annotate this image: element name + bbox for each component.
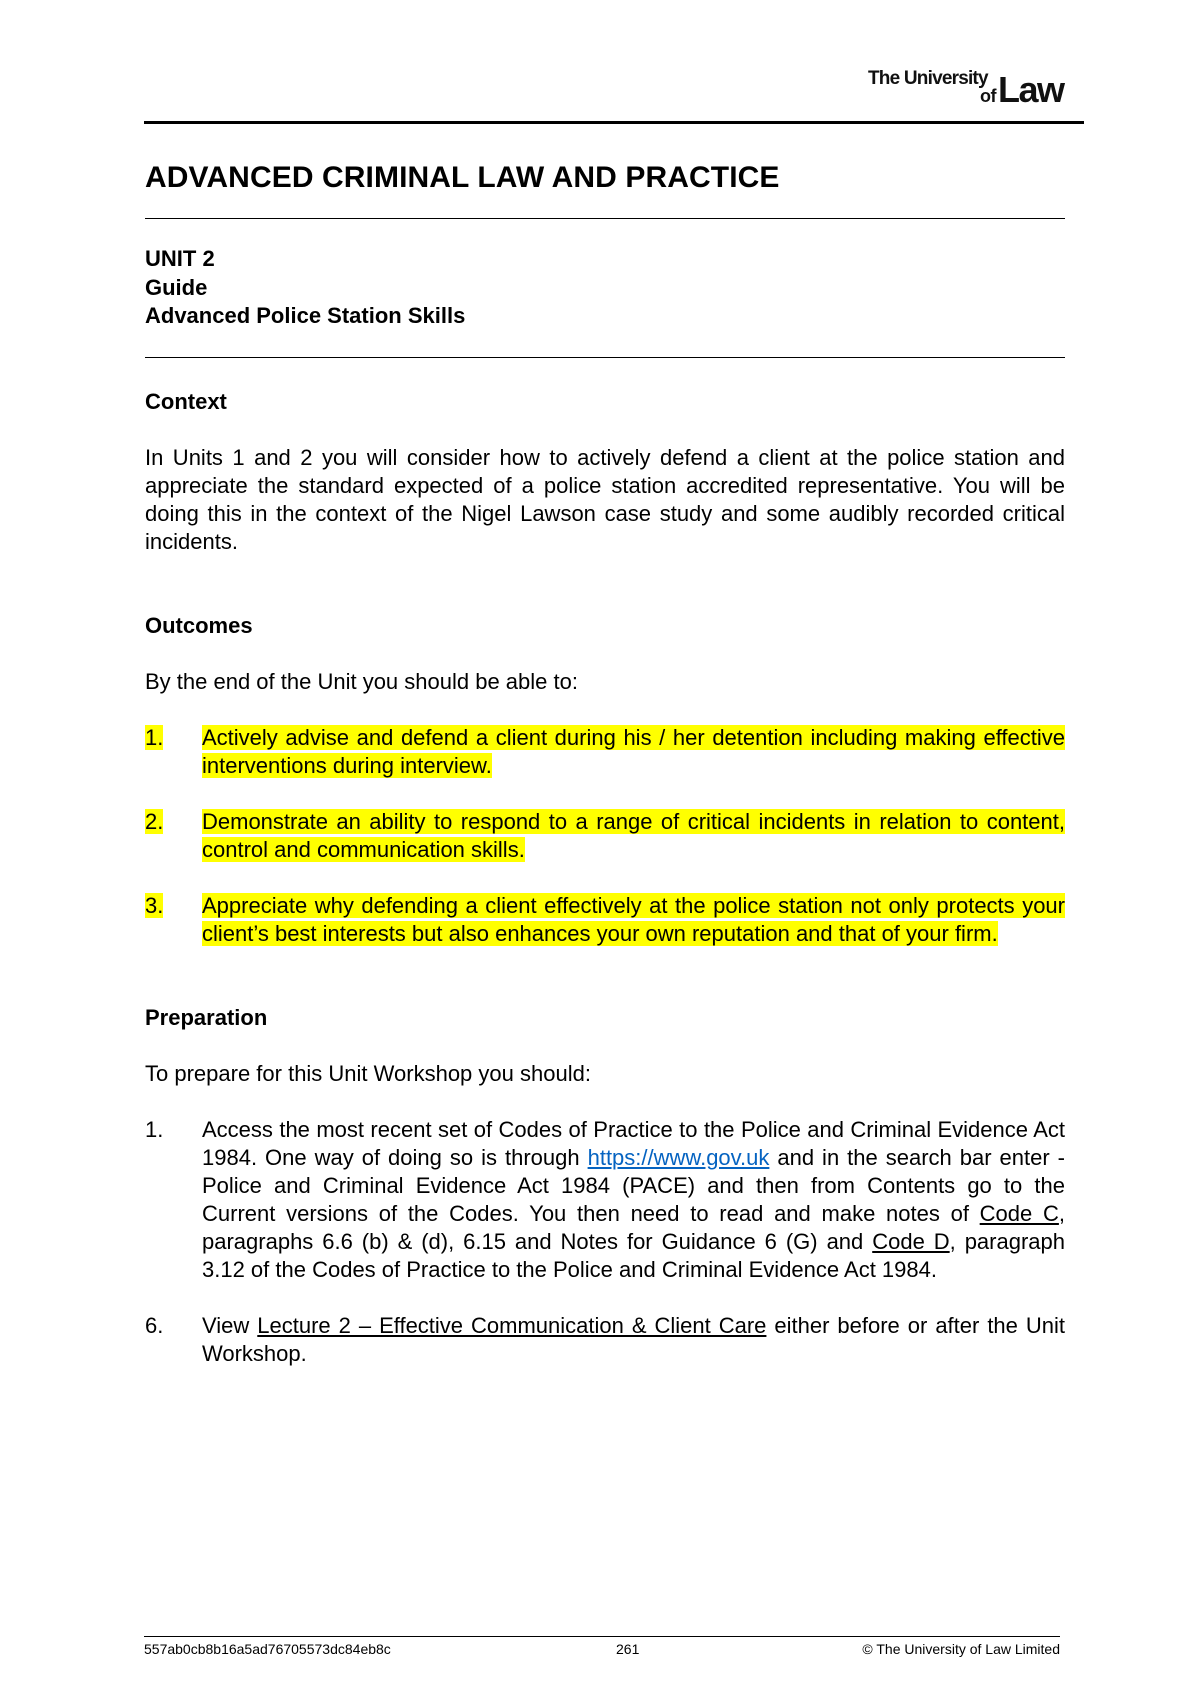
- logo-line-3: Law: [998, 69, 1064, 110]
- preparation-list: [145, 1116, 1065, 1368]
- outcomes-heading: Outcomes: [145, 612, 253, 638]
- unit-type: Guide: [145, 274, 208, 300]
- preparation-intro: To prepare for this Unit Workshop you should:: [145, 1060, 591, 1086]
- document-title: ADVANCED CRIMINAL LAW AND PRACTICE: [145, 161, 780, 194]
- list-item-number: 3.: [145, 892, 164, 918]
- context-body: In Units 1 and 2 you will consider how to actively defend a client at the police station and appreciate the standard expected of a police station accredited representative. You will be doing this in the context of the Nigel Lawson case study and some audibly recorded critical incidents.: [145, 444, 1065, 554]
- gov-uk-link[interactable]: https://www.gov.uk: [587, 1144, 770, 1170]
- context-section: [145, 388, 1065, 556]
- copyright-notice: © The University of Law Limited: [862, 1641, 1060, 1657]
- lecture-2-link[interactable]: Lecture 2 – Effective Communication & Client Care: [257, 1312, 767, 1338]
- code-c-link[interactable]: Code C: [979, 1200, 1059, 1226]
- unit-rule: [145, 357, 1065, 358]
- document-body: [145, 150, 1065, 1396]
- list-item: [145, 724, 1065, 780]
- logo-line-1: The University: [868, 68, 988, 89]
- outcomes-intro: By the end of the Unit you should be able to:: [145, 668, 578, 694]
- code-d-link[interactable]: Code D: [872, 1228, 950, 1254]
- footer-rule: [144, 1636, 1060, 1637]
- outcomes-section: [145, 612, 1065, 948]
- list-item-number: 1.: [145, 1116, 164, 1142]
- list-item: [145, 808, 1065, 864]
- list-item-number: 6.: [145, 1312, 164, 1338]
- unit-number: UNIT 2: [145, 246, 215, 271]
- university-of-law-logo: [868, 68, 1078, 112]
- document-id: 557ab0cb8b16a5ad76705573dc84eb8c: [144, 1641, 391, 1657]
- list-item-text: Demonstrate an ability to respond to a range of critical incidents in relation to content, control and communication skills.: [202, 808, 1065, 862]
- list-item-number: 2.: [145, 808, 164, 834]
- list-item-text: Actively advise and defend a client during his / her detention including making effective interventions during interview.: [202, 724, 1065, 778]
- list-item: [145, 892, 1065, 948]
- title-rule: [145, 218, 1065, 219]
- unit-info: [145, 245, 1065, 331]
- page-number: 261: [616, 1641, 640, 1657]
- context-heading: Context: [145, 388, 227, 414]
- outcomes-list: [145, 724, 1065, 948]
- header-rule: [144, 121, 1084, 124]
- list-item-number: 1.: [145, 724, 164, 750]
- list-item-text: Appreciate why defending a client effectively at the police station not only protects your client’s best interests but also enhances your own reputation and that of your firm.: [202, 892, 1065, 946]
- preparation-section: [145, 1004, 1065, 1368]
- list-item-text: Access the most recent set of Codes of Practice to the Police and Criminal Evidence Act 1984. One way of doing so is through https://www.gov.uk and in the search bar enter - Police and Criminal Evidence Act 1984 (PACE) and then from Contents go to the Current versions of the Codes. You then need to read and make notes of Code C, paragraphs 6.6 (b) & (d), 6.15 and Notes for Guidance 6 (G) and Code D, paragraph 3.12 of the Codes of Practice to the Police and Criminal Evidence Act 1984.: [202, 1116, 1066, 1282]
- logo-line-2: of: [980, 86, 996, 106]
- list-item: [145, 1116, 1065, 1284]
- list-item-text: View Lecture 2 – Effective Communication & Client Care either before or after the Unit Workshop.: [202, 1312, 1066, 1366]
- preparation-heading: Preparation: [145, 1004, 268, 1030]
- unit-name: Advanced Police Station Skills: [145, 303, 466, 328]
- list-item: [145, 1312, 1065, 1368]
